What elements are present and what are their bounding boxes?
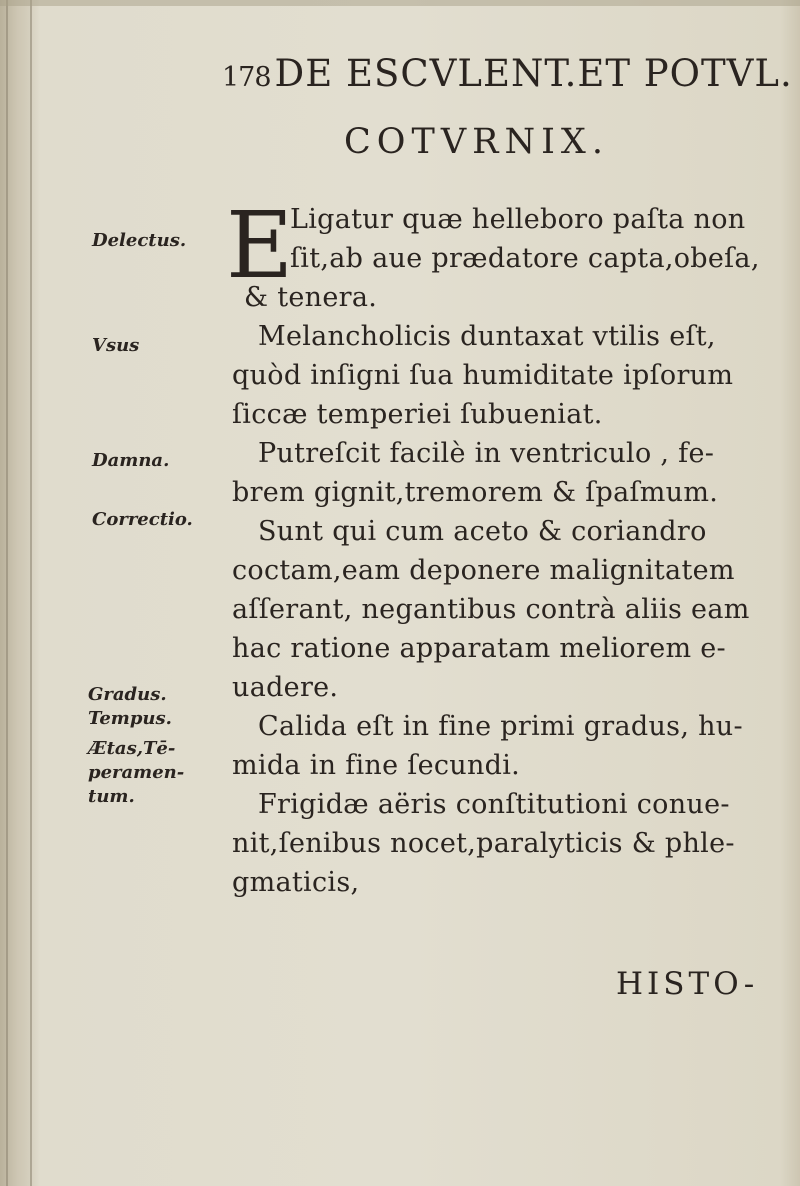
text-line: Calida eſt in fine primi gradus, hu-: [258, 711, 743, 742]
side-note: peramen-: [88, 762, 185, 783]
drop-capital: E: [226, 192, 294, 299]
text-line: Sunt qui cum aceto & coriandro: [258, 516, 707, 547]
text-line: Putreſcit facilè in ventriculo , fe-: [258, 438, 715, 469]
page-number: 178: [222, 62, 271, 93]
side-note: Delectus.: [92, 230, 187, 251]
text-line: gmaticis,: [232, 867, 360, 898]
text-line: mida in fine ſecundi.: [232, 750, 521, 781]
text-line: & tenera.: [244, 282, 378, 313]
section-title: COTVRNIX.: [344, 122, 609, 162]
text-line: Ligatur quæ helleboro paſta non: [290, 204, 746, 235]
text-line: coctam,eam deponere malignitatem: [232, 555, 735, 586]
text-line: quòd inſigni ſua humiditate ipſorum: [232, 360, 734, 391]
side-note: Tempus.: [88, 708, 172, 729]
gutter-line: [30, 0, 32, 1186]
body-text: [232, 200, 780, 902]
text-line: aſſerant, negantibus contrà aliis eam: [232, 594, 750, 625]
text-line: Melancholicis duntaxat vtilis eſt,: [258, 321, 716, 352]
page-header: [222, 52, 793, 102]
running-title: DE ESCVLENT.ET POTVL.: [274, 52, 793, 95]
side-note: Correctio.: [92, 509, 193, 530]
text-line: ſit,ab aue prædatore capta,obeſa,: [290, 243, 760, 274]
text-line: Frigidæ aëris conſtitutioni conue-: [258, 789, 730, 820]
side-note: Gradus.: [88, 684, 167, 705]
page-top-edge: [0, 0, 800, 6]
text-line: ſiccæ temperiei ſubueniat.: [232, 399, 603, 430]
side-note: tum.: [88, 786, 135, 807]
text-line: uadere.: [232, 672, 339, 703]
gutter-line: [6, 0, 8, 1186]
catchword: HISTO-: [616, 966, 759, 1002]
side-note: Damna.: [92, 450, 170, 471]
text-line: brem gignit,tremorem & ſpaſmum.: [232, 477, 719, 508]
text-line: nit,ſenibus nocet,paralyticis & phle-: [232, 828, 735, 859]
side-note: Vsus: [92, 335, 140, 356]
side-note: Ætas,Tē-: [88, 738, 176, 759]
text-line: hac ratione apparatam meliorem e-: [232, 633, 726, 664]
